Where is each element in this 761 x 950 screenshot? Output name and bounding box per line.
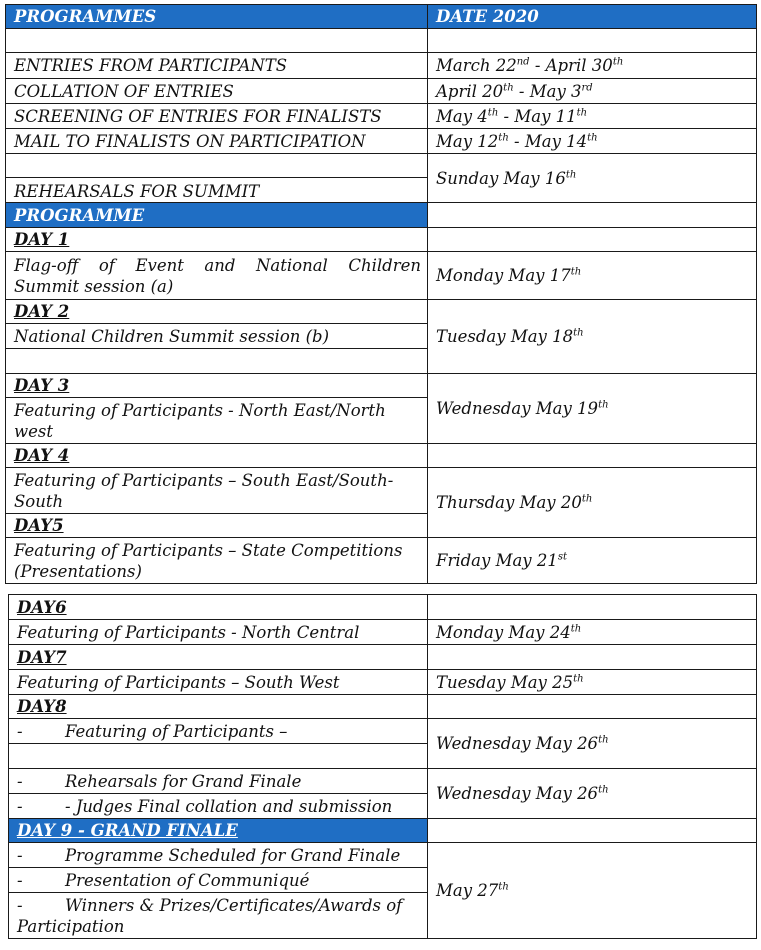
day9-item1: - Programme Scheduled for Grand Finale xyxy=(9,843,428,868)
day6-label: DAY6 xyxy=(9,595,428,620)
day3-activity: Featuring of Participants - North East/North west xyxy=(6,398,428,444)
day4-label: DAY 4 xyxy=(6,444,428,468)
programme-heading: PROGRAMME xyxy=(6,203,428,228)
day7-date: Tuesday May 25th xyxy=(428,670,757,695)
day2-activity: National Children Summit session (b) xyxy=(6,324,428,349)
activity-rehearsals: REHEARSALS FOR SUMMIT xyxy=(6,178,428,203)
day8-item1: - Featuring of Participants – xyxy=(9,719,428,744)
day8-date2: Wednesday May 26th xyxy=(428,769,757,819)
day6-activity: Featuring of Participants - North Central xyxy=(9,620,428,645)
date-collation: April 20th - May 3rd xyxy=(428,79,757,104)
blank-cell xyxy=(428,819,757,843)
day3-date: Wednesday May 19th xyxy=(428,374,757,444)
blank-cell xyxy=(428,695,757,719)
day2-label: DAY 2 xyxy=(6,300,428,324)
day3-label: DAY 3 xyxy=(6,374,428,398)
day9-item2: - Presentation of Communiqué xyxy=(9,868,428,893)
day1-activity: Flag-off of Event and National Children Summit session (a) xyxy=(6,252,428,300)
day4-date: Thursday May 20th xyxy=(428,468,757,538)
blank-cell xyxy=(6,29,428,53)
day8-label: DAY8 xyxy=(9,695,428,719)
blank-cell xyxy=(428,595,757,620)
blank-cell xyxy=(428,29,757,53)
day9-date: May 27th xyxy=(428,843,757,939)
date-mail: May 12th - May 14th xyxy=(428,129,757,154)
day2-date: Tuesday May 18th xyxy=(428,300,757,374)
blank-cell xyxy=(9,744,428,769)
day7-label: DAY7 xyxy=(9,645,428,670)
header-programmes: PROGRAMMES xyxy=(6,5,428,29)
day5-activity: Featuring of Participants – State Competitions (Presentations) xyxy=(6,538,428,584)
day4-activity: Featuring of Participants – South East/South- South xyxy=(6,468,428,514)
activity-collation: COLLATION OF ENTRIES xyxy=(6,79,428,104)
day1-date: Monday May 17th xyxy=(428,252,757,300)
day6-date: Monday May 24th xyxy=(428,620,757,645)
day1-label: DAY 1 xyxy=(6,228,428,252)
schedule-table-continued xyxy=(8,594,757,939)
blank-cell xyxy=(428,228,757,252)
day5-label: DAY5 xyxy=(6,514,428,538)
activity-screening: SCREENING OF ENTRIES FOR FINALISTS xyxy=(6,104,428,129)
blank-cell xyxy=(428,444,757,468)
date-rehearsals: Sunday May 16th xyxy=(428,154,757,203)
day9-item3: - Winners & Prizes/Certificates/Awards of Participation xyxy=(9,893,428,939)
header-date: DATE 2020 xyxy=(428,5,757,29)
day8-item2: - Rehearsals for Grand Finale xyxy=(9,769,428,794)
activity-entries: ENTRIES FROM PARTICIPANTS xyxy=(6,53,428,79)
date-screening: May 4th - May 11th xyxy=(428,104,757,129)
day9-heading: DAY 9 - GRAND FINALE xyxy=(9,819,428,843)
day8-date1: Wednesday May 26th xyxy=(428,719,757,769)
schedule-table xyxy=(5,4,757,584)
blank-cell xyxy=(428,645,757,670)
day5-date: Friday May 21st xyxy=(428,538,757,584)
day8-item3: - - Judges Final collation and submission xyxy=(9,794,428,819)
day7-activity: Featuring of Participants – South West xyxy=(9,670,428,695)
blank-cell xyxy=(428,203,757,228)
blank-cell xyxy=(6,154,428,178)
blank-cell xyxy=(6,349,428,374)
date-entries: March 22nd - April 30th xyxy=(428,53,757,79)
activity-mail: MAIL TO FINALISTS ON PARTICIPATION xyxy=(6,129,428,154)
